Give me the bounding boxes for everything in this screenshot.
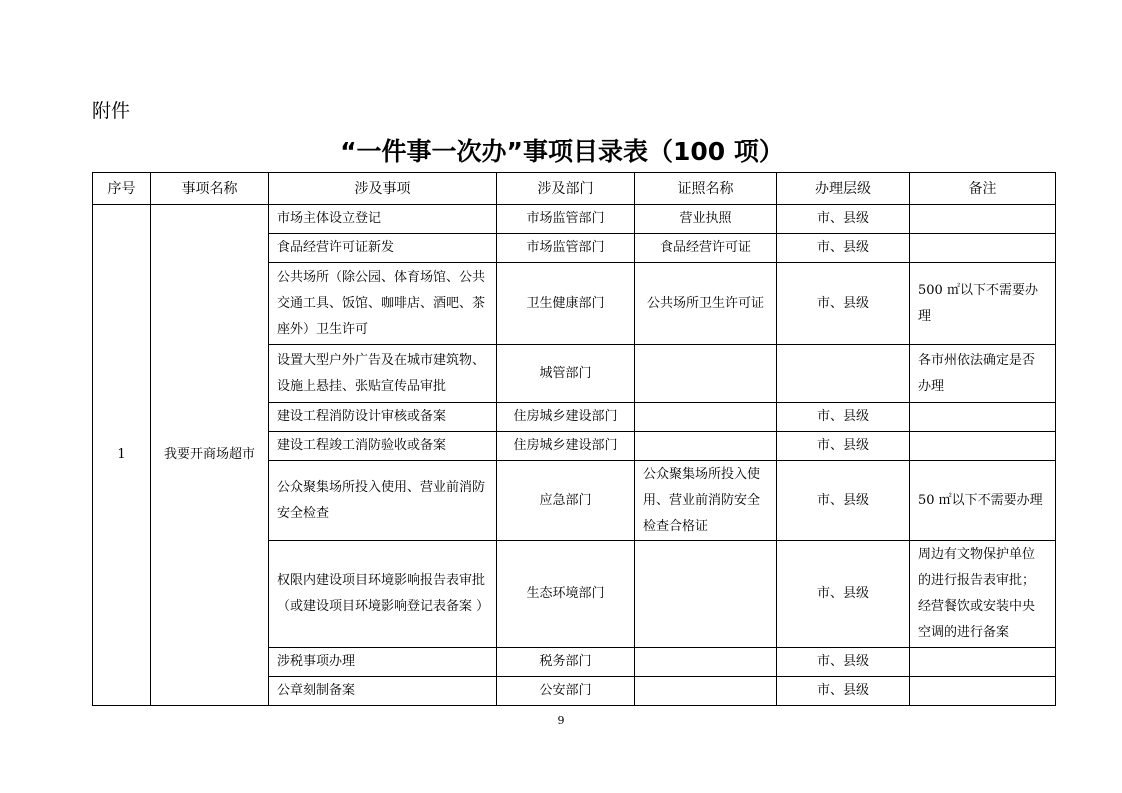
license [635,541,777,648]
page-title: “一件事一次办”事项目录表（100 项） [340,137,784,166]
level: 市、县级 [777,263,910,345]
department: 市场监管部门 [497,234,635,263]
level: 市、县级 [777,461,910,541]
sub-item: 建设工程消防设计审核或备案 [269,403,497,432]
sub-item: 建设工程竣工消防验收或备案 [269,432,497,461]
level: 市、县级 [777,677,910,706]
sub-item: 设置大型户外广告及在城市建筑物、设施上悬挂、张贴宣传品审批 [269,345,497,403]
license [635,432,777,461]
header-sub-item: 涉及事项 [269,173,497,205]
license: 营业执照 [635,205,777,234]
attachment-label: 附件 [92,100,131,122]
department: 市场监管部门 [497,205,635,234]
license [635,677,777,706]
sub-item: 公章刻制备案 [269,677,497,706]
note [910,648,1056,677]
sub-item: 涉税事项办理 [269,648,497,677]
license [635,403,777,432]
department: 城管部门 [497,345,635,403]
note [910,403,1056,432]
note [910,677,1056,706]
license: 食品经营许可证 [635,234,777,263]
license [635,345,777,403]
level: 市、县级 [777,432,910,461]
header-license: 证照名称 [635,173,777,205]
department: 卫生健康部门 [497,263,635,345]
department: 公安部门 [497,677,635,706]
level [777,345,910,403]
level: 市、县级 [777,648,910,677]
department: 住房城乡建设部门 [497,403,635,432]
group-name: 我要开商场超市 [151,205,269,706]
license: 公共场所卫生许可证 [635,263,777,345]
department: 住房城乡建设部门 [497,432,635,461]
items-table [92,172,1056,706]
level: 市、县级 [777,205,910,234]
note: 50 ㎡以下不需要办理 [910,461,1056,541]
table-row [93,205,1056,234]
sub-item: 市场主体设立登记 [269,205,497,234]
table-header-row [93,173,1056,205]
header-department: 涉及部门 [497,173,635,205]
header-item-name: 事项名称 [151,173,269,205]
level: 市、县级 [777,541,910,648]
header-level: 办理层级 [777,173,910,205]
note [910,205,1056,234]
note [910,234,1056,263]
note: 500 ㎡以下不需要办理 [910,263,1056,345]
license: 公众聚集场所投入使用、营业前消防安全检查合格证 [635,461,777,541]
note [910,432,1056,461]
header-note: 备注 [910,173,1056,205]
sub-item: 权限内建设项目环境影响报告表审批（或建设项目环境影响登记表备案 ） [269,541,497,648]
department: 税务部门 [497,648,635,677]
sub-item: 食品经营许可证新发 [269,234,497,263]
note: 周边有文物保护单位的进行报告表审批；经营餐饮或安装中央空调的进行备案 [910,541,1056,648]
sub-item: 公众聚集场所投入使用、营业前消防安全检查 [269,461,497,541]
license [635,648,777,677]
sub-item: 公共场所（除公园、体育场馆、公共交通工具、饭馆、咖啡店、酒吧、茶座外）卫生许可 [269,263,497,345]
page-number: 9 [557,714,565,727]
level: 市、县级 [777,234,910,263]
department: 应急部门 [497,461,635,541]
group-index: 1 [93,205,151,706]
note: 各市州依法确定是否办理 [910,345,1056,403]
level: 市、县级 [777,403,910,432]
header-index: 序号 [93,173,151,205]
department: 生态环境部门 [497,541,635,648]
